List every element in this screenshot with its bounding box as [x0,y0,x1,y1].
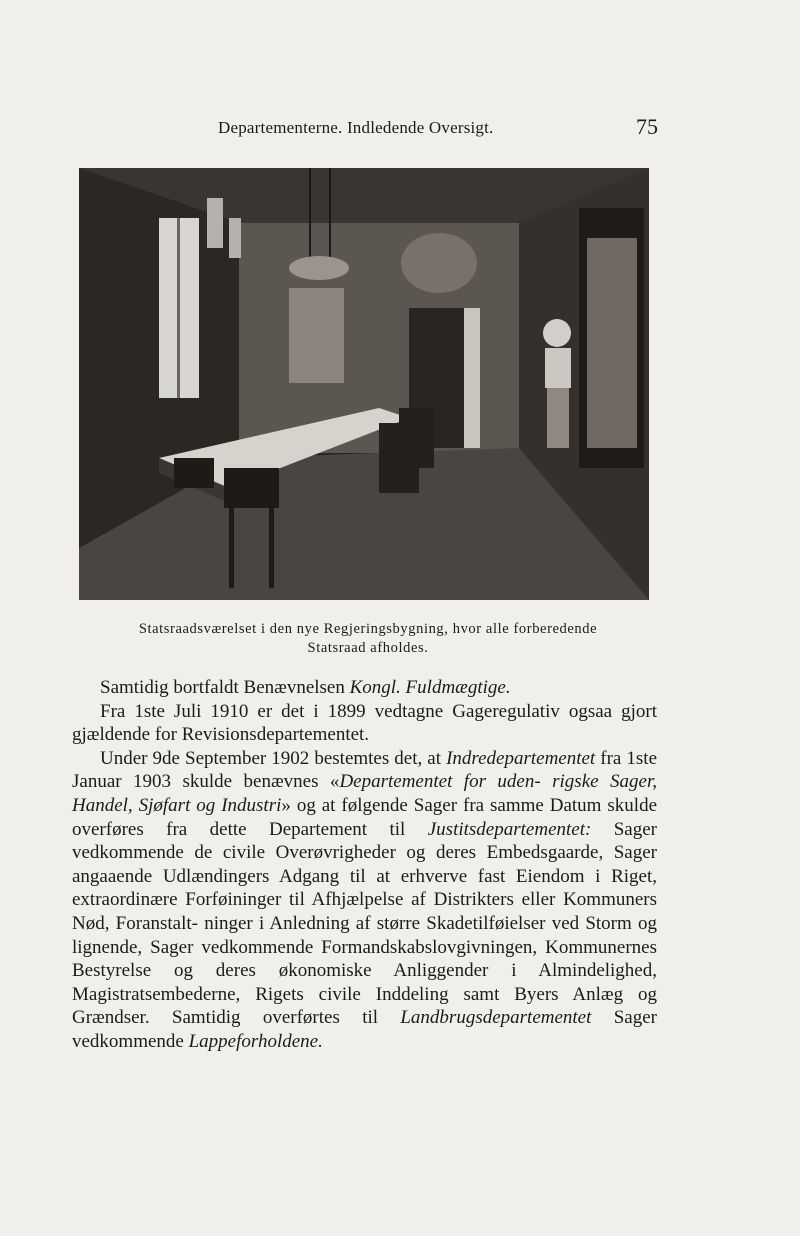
paragraph [72,700,657,747]
italic-run: Departementet for uden- rigske Sager, Handel, Sjøfart og Industri [72,771,657,816]
text-run: Under 9de September 1902 bestemtes det, at [100,747,447,769]
italic-run: Indredepartementet [446,747,596,769]
paragraph [72,747,657,1054]
italic-run: Kongl. Fuldmægtige. [349,677,511,698]
text-run: » og at følgende Sager fra samme Datum skulde overføres fra dette Departement til [72,794,658,840]
caption-line: Statsraadsværelset i den nye Regjeringsbygning, hvor alle forberedende [138,621,598,637]
text-run: Sager vedkommende de civile Overøvrigheder og deres Embedsgaarde, Sager angaaende Udlændingers Adgang til at erhverve fast Eiendom i Riget, extraordinære Forføininger til Afhjælpelse af Distrikters eller Kommuners Nød, Foranstalt- ninger i Anledning af større Skadetilføielser ved Storm og lignende, Sager vedkommende Formandskabslovgivningen, Kommunernes Bestyrelse og deres økonomiske Anliggender i Almindelighed, Magistratsembederne, Rigets civile Inddeling samt Byers Anlæg og Grændser. Samtidig overførtes til [72,818,657,1029]
page-number: 75 [636,114,658,139]
text-run: Sager vedkommende [72,1007,657,1052]
caption-line: Statsraad afholdes. [307,640,429,656]
text-run: Samtidig bortfaldt Benævnelsen [100,677,350,698]
running-header [218,114,658,144]
text-run: fra 1ste Januar 1903 skulde benævnes « [72,747,657,793]
running-title: Departementerne. Indledende Oversigt. [218,118,494,137]
italic-run: Justitsdepartementet: [427,818,592,840]
body-text [72,676,657,1054]
italic-run: Lappeforholdene. [188,1030,323,1052]
paragraph [72,676,657,700]
text-run: Fra 1ste Juli 1910 er det i 1899 vedtagne Gageregulativ ogsaa gjort gjældende for Revisionsdepartementet. [72,700,657,746]
italic-run: Landbrugsdepartementet [400,1007,592,1029]
photo-caption [90,620,646,658]
cabinet-room-photograph [79,168,649,600]
